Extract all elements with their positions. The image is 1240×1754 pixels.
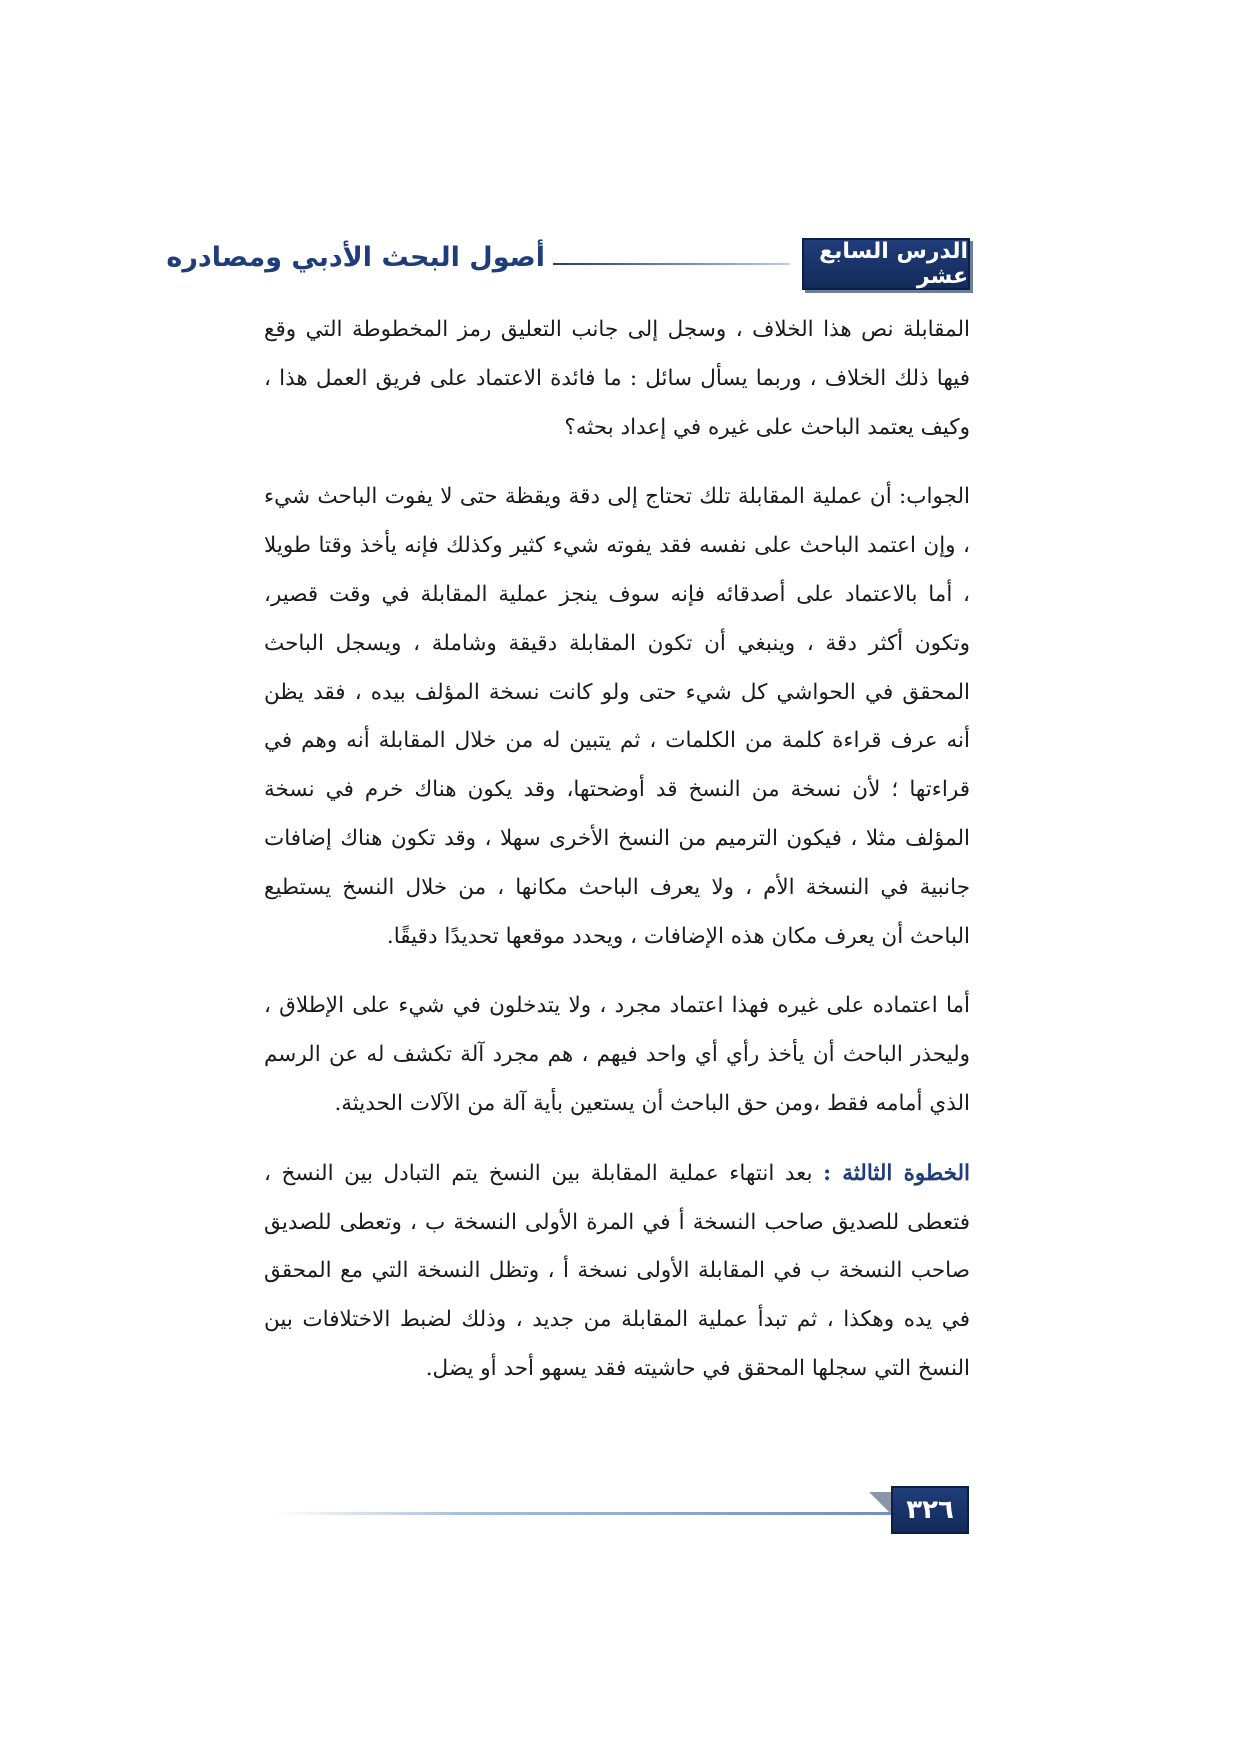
page-number: ٣٢٦ bbox=[906, 1495, 954, 1525]
step-3-label: الخطوة الثالثة : bbox=[823, 1160, 971, 1186]
page-header bbox=[166, 238, 970, 294]
page-body bbox=[264, 306, 970, 1415]
page-number-badge bbox=[891, 1486, 969, 1534]
footer-rule bbox=[274, 1512, 897, 1515]
paragraph-3: أما اعتماده على غيره فهذا اعتماد مجرد ، ولا يتدخلون في شيء على الإطلاق ، وليحذر الباحث أن يأخذ رأي أي واحد فيهم ، هم مجرد آلة تكشف له عن الرسم الذي أمامه فقط ،ومن حق الباحث أن يستعين بأية آلة من الآلات الحديثة. bbox=[264, 993, 970, 1116]
header-rule bbox=[553, 263, 790, 265]
paragraph-2: الجواب: أن عملية المقابلة تلك تحتاج إلى دقة ويقظة حتى لا يفوت الباحث شيء ، وإن اعتمد الباحث على نفسه فقد يفوته شيء كثير وكذلك فإنه يأخذ وقتا طويلا ، أما بالاعتماد على أصدقائه فإنه سوف ينجز عملية المقابلة في وقت قصير، وتكون أكثر دقة ، وينبغي أن تكون المقابلة دقيقة وشاملة ، ويسجل الباحث المحقق في الحواشي كل شيء حتى ولو كانت نسخة المؤلف بيده ، فقد يظن أنه عرف قراءة كلمة من الكلمات ، ثم يتبين له من خلال المقابلة أنه وهم في قراءتها ؛ لأن نسخة من النسخ قد أوضحتها، وقد يكون هناك خرم في نسخة المؤلف مثلا ، فيكون الترميم من النسخ الأخرى سهلا ، وقد تكون هناك إضافات جانبية في النسخة الأم ، ولا يعرف الباحث مكانها ، من خلال النسخ يستطيع الباحث أن يعرف مكان هذه الإضافات ، ويحدد موقعها تحديدًا دقيقًا. bbox=[264, 484, 970, 949]
paragraph-4-text: بعد انتهاء عملية المقابلة بين النسخ يتم التبادل بين النسخ ، فتعطى للصديق صاحب النسخة أ في المرة الأولى النسخة ب ، وتعطى للصديق صاحب النسخة ب في المقابلة الأولى نسخة أ ، وتظل النسخة التي مع المحقق في يده وهكذا ، ثم تبدأ عملية المقابلة من جديد ، وذلك لضبط الاختلافات بين النسخ التي سجلها المحقق في حاشيته فقد يسهو أحد أو يضل. bbox=[264, 1160, 970, 1381]
paragraph-1: المقابلة نص هذا الخلاف ، وسجل إلى جانب التعليق رمز المخطوطة التي وقع فيها ذلك الخلاف ، وربما يسأل سائل : ما فائدة الاعتماد على فريق العمل هذا ، وكيف يعتمد الباحث على غيره في إعداد بحثه؟ bbox=[264, 317, 970, 440]
paragraph-4 bbox=[264, 1150, 970, 1394]
lesson-label: الدرس السابع عشر bbox=[819, 239, 968, 289]
book-title: أصول البحث الأدبي ومصادره bbox=[166, 242, 545, 273]
lesson-badge bbox=[802, 238, 970, 290]
page-footer bbox=[274, 1486, 969, 1536]
